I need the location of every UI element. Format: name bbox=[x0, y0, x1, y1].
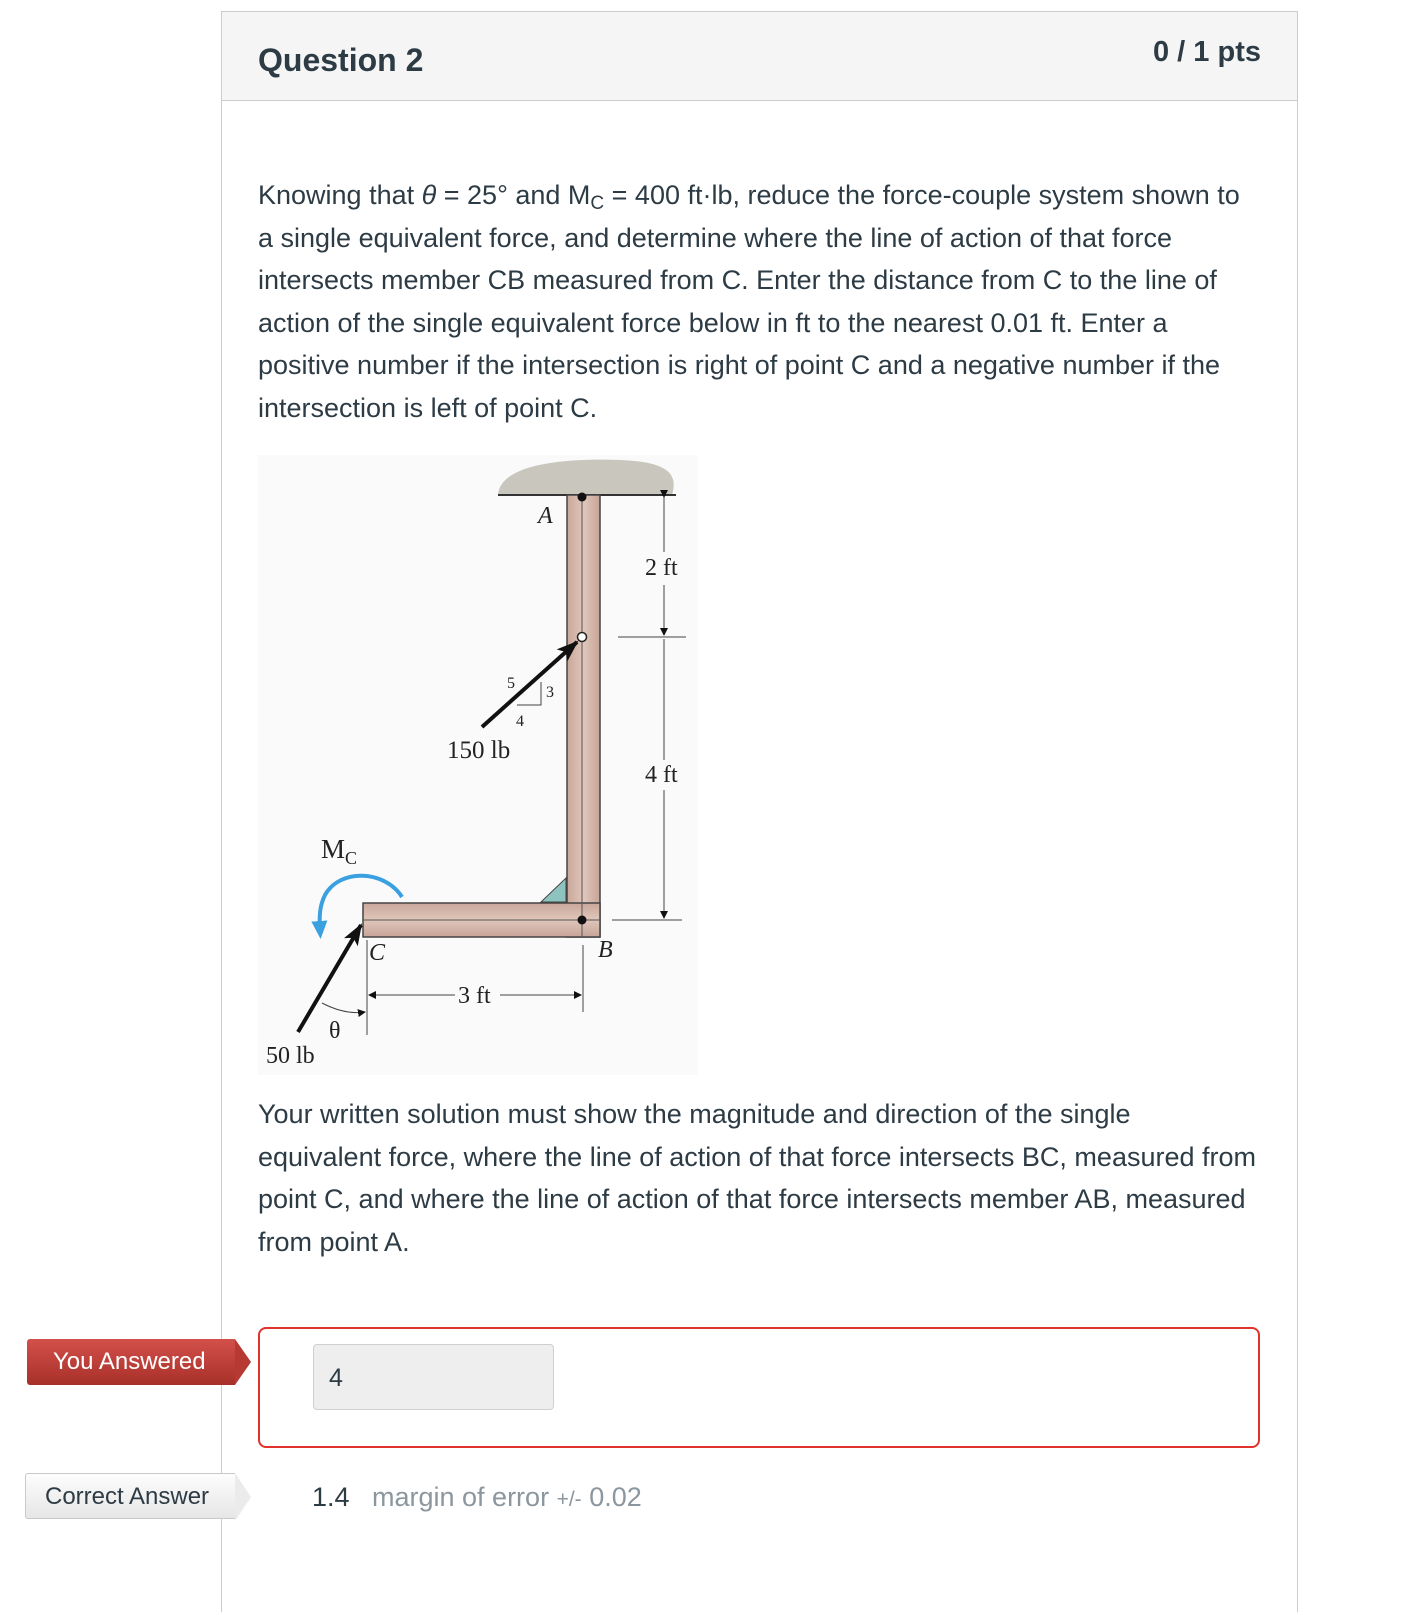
margin-label: margin of error bbox=[372, 1482, 550, 1512]
prompt-text: Knowing that bbox=[258, 180, 422, 210]
point-b-dot bbox=[578, 916, 587, 925]
subscript-c: C bbox=[590, 193, 605, 214]
moment-sub: C bbox=[345, 848, 358, 868]
margin-value: 0.02 bbox=[589, 1482, 642, 1512]
member-ab bbox=[567, 495, 600, 937]
answer-input[interactable]: 4 bbox=[313, 1344, 554, 1410]
diagram-background bbox=[258, 455, 698, 1075]
margin-pm: +/- bbox=[556, 1488, 582, 1511]
force-couple-diagram bbox=[258, 455, 698, 1075]
question-prompt bbox=[258, 174, 1258, 429]
dim-4ft-label: 4 ft bbox=[645, 762, 678, 788]
solution-instructions: Your written solution must show the magnitude and direction of the single equivalent force, where the line of action of that force intersects BC, measured from point C, and where the line of action of that force intersects member AB, measured from point A. bbox=[258, 1099, 1256, 1257]
theta-label: θ bbox=[329, 1018, 341, 1044]
you-answered-tag: You Answered bbox=[27, 1339, 235, 1385]
slope-3: 3 bbox=[546, 684, 554, 701]
force-150-label: 150 lb bbox=[447, 737, 511, 764]
point-a-dot bbox=[578, 493, 587, 502]
theta-symbol: θ bbox=[421, 180, 437, 210]
question-header bbox=[222, 12, 1297, 101]
margin-of-error bbox=[372, 1482, 642, 1513]
slope-4: 4 bbox=[516, 713, 524, 730]
label-a: A bbox=[538, 503, 553, 529]
correct-answer-value: 1.4 bbox=[312, 1482, 350, 1512]
force-50-label: 50 lb bbox=[266, 1043, 315, 1069]
pin-point bbox=[578, 633, 587, 642]
label-b: B bbox=[598, 937, 613, 963]
dim-3ft-label: 3 ft bbox=[458, 983, 491, 1009]
label-c: C bbox=[369, 940, 386, 966]
moment-m: M bbox=[321, 834, 346, 864]
correct-answer-tag: Correct Answer bbox=[25, 1473, 235, 1519]
dim-2ft-label: 2 ft bbox=[645, 555, 678, 581]
question-points: 0 / 1 pts bbox=[1153, 36, 1261, 68]
prompt-text: = 400 ft·lb, reduce the force-couple system shown to a single equivalent force, and determine where the line of action of that force intersects member CB measured from C. Enter the distance from C to the line of action of the single equivalent force below in ft to the nearest 0.01 ft. Enter a positive number if the intersection is right of point C and a negative number if the intersection is left of point C. bbox=[258, 180, 1240, 423]
question-title: Question 2 bbox=[258, 42, 424, 78]
slope-5: 5 bbox=[507, 675, 515, 692]
prompt-text: = 25° and M bbox=[436, 180, 591, 210]
